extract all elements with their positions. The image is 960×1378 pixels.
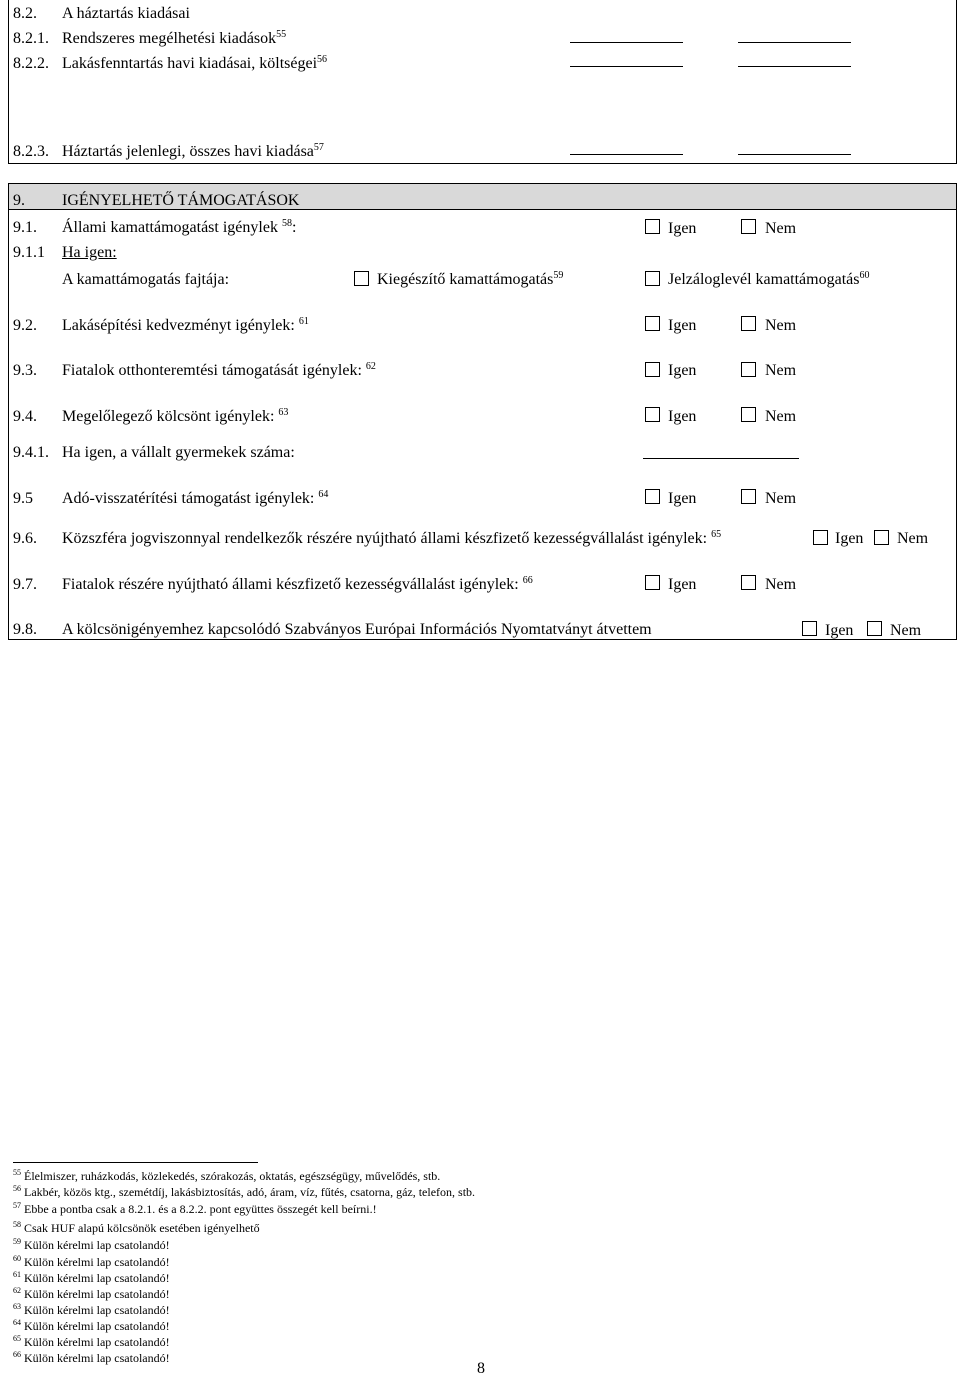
footnote-separator (13, 1162, 258, 1163)
yes-label: Igen (668, 490, 697, 507)
row-9-5-num: 9.5 (13, 490, 33, 507)
row-8-2-2-label (62, 55, 327, 73)
row-9-3-label (62, 362, 376, 380)
label-text: Megelőlegező kölcsönt igénylek: (62, 408, 275, 425)
no-label: Nem (765, 317, 797, 334)
footnote-text: Lakbér, közös ktg., szemétdíj, lakásbiztosítás, adó, áram, víz, fűtés, csatorna, gáz, telefon, stb. (24, 1185, 476, 1199)
row-9-6-num: 9.6. (13, 530, 37, 547)
no-label: Nem (765, 362, 797, 379)
footnote-number: 65 (13, 1334, 21, 1343)
footnote-ref: 64 (318, 489, 329, 500)
row-9-4-num: 9.4. (13, 408, 37, 425)
footnote-65 (13, 1335, 170, 1349)
amount-field-3[interactable] (570, 66, 683, 67)
label-text: Rendszeres megélhetési kiadások (62, 30, 277, 47)
option-text: Kiegészítő kamattámogatás (377, 271, 554, 288)
footnote-ref: 59 (553, 270, 564, 281)
mortgage-bond-subsidy-checkbox[interactable] (645, 271, 660, 286)
footnote-text: Külön kérelmi lap csatolandó! (24, 1335, 170, 1349)
footnote-57 (13, 1202, 377, 1216)
footnote-number: 61 (13, 1270, 21, 1279)
footnote-66 (13, 1351, 170, 1365)
row-9-1-num: 9.1. (13, 219, 37, 236)
footnote-58 (13, 1221, 260, 1235)
footnote-text: Külön kérelmi lap csatolandó! (24, 1255, 170, 1269)
footnote-61 (13, 1271, 170, 1285)
no-checkbox-9-1[interactable] (741, 219, 756, 234)
footnote-number: 62 (13, 1286, 21, 1295)
footnote-59 (13, 1238, 170, 1252)
row-9-5-label (62, 490, 328, 508)
yes-checkbox-9-8[interactable] (802, 621, 817, 636)
yes-label: Igen (668, 362, 697, 379)
yes-label: Igen (825, 622, 854, 639)
section-9-num: 9. (13, 192, 25, 209)
yes-label: Igen (668, 220, 697, 237)
no-checkbox-9-5[interactable] (741, 489, 756, 504)
footnote-text: Külön kérelmi lap csatolandó! (24, 1351, 170, 1365)
mortgage-bond-subsidy-label (668, 271, 869, 289)
yes-checkbox-9-2[interactable] (645, 316, 660, 331)
footnote-ref: 66 (522, 575, 533, 586)
footnote-number: 60 (13, 1254, 21, 1263)
label-text: Közszféra jogviszonnyal rendelkezők részére nyújtható állami készfizető kezességvállalást igénylek: (62, 530, 708, 547)
yes-label: Igen (835, 530, 864, 547)
row-9-1-1-label: Ha igen: (62, 244, 117, 261)
no-label: Nem (765, 576, 797, 593)
row-9-4-label (62, 408, 288, 426)
no-label: Nem (890, 622, 922, 639)
row-9-8-num: 9.8. (13, 621, 37, 638)
footnote-63 (13, 1303, 170, 1317)
yes-checkbox-9-1[interactable] (645, 219, 660, 234)
footnote-ref: 55 (276, 29, 287, 40)
footnote-text: Külön kérelmi lap csatolandó! (24, 1303, 170, 1317)
no-checkbox-9-6[interactable] (874, 530, 889, 545)
row-9-3-num: 9.3. (13, 362, 37, 379)
no-checkbox-9-3[interactable] (741, 362, 756, 377)
footnote-text: Külön kérelmi lap csatolandó! (24, 1319, 170, 1333)
page-number: 8 (477, 1360, 485, 1377)
footnote-number: 57 (13, 1201, 21, 1210)
footnote-60 (13, 1255, 170, 1269)
footnote-text: Csak HUF alapú kölcsönök esetében igényelhető (24, 1221, 260, 1235)
yes-label: Igen (668, 408, 697, 425)
row-9-7-label (62, 576, 533, 594)
yes-checkbox-9-7[interactable] (645, 575, 660, 590)
footnote-ref: 60 (859, 270, 870, 281)
footnote-ref: 56 (317, 54, 328, 65)
yes-label: Igen (668, 576, 697, 593)
no-checkbox-9-2[interactable] (741, 316, 756, 331)
yes-label: Igen (668, 317, 697, 334)
row-9-1-label (62, 219, 296, 237)
no-label: Nem (765, 408, 797, 425)
yes-checkbox-9-5[interactable] (645, 489, 660, 504)
row-8-2 (13, 5, 37, 23)
footnote-number: 66 (13, 1350, 21, 1359)
row-8-2-2-num: 8.2.2. (13, 55, 49, 72)
label-text: Lakásfenntartás havi kiadásai, költségei (62, 55, 318, 72)
footnote-55 (13, 1169, 440, 1183)
row-9-1-1-num: 9.1.1 (13, 244, 45, 261)
row-9-2-label (62, 317, 309, 335)
supplementary-subsidy-checkbox[interactable] (354, 271, 369, 286)
amount-field-4[interactable] (738, 66, 851, 67)
supplementary-subsidy-label (377, 271, 563, 289)
row-8-2-label: A háztartás kiadásai (62, 5, 190, 22)
subsidy-type-label: A kamattámogatás fajtája: (62, 271, 230, 288)
row-8-2-1-num: 8.2.1. (13, 30, 49, 47)
row-9-6-label (62, 530, 721, 548)
footnote-64 (13, 1319, 170, 1333)
footnote-ref: 58 (281, 218, 292, 229)
amount-field-5[interactable] (570, 154, 683, 155)
row-9-4-1-label: Ha igen, a vállalt gyermekek száma: (62, 444, 295, 461)
yes-checkbox-9-4[interactable] (645, 407, 660, 422)
no-checkbox-9-7[interactable] (741, 575, 756, 590)
label-text: Lakásépítési kedvezményt igénylek: (62, 317, 295, 334)
no-label: Nem (765, 490, 797, 507)
footnote-number: 64 (13, 1318, 21, 1327)
row-number: 8.2. (13, 5, 37, 22)
label-text: Háztartás jelenlegi, összes havi kiadása (62, 143, 314, 160)
no-checkbox-9-8[interactable] (867, 621, 882, 636)
footnote-number: 58 (13, 1220, 21, 1229)
footnote-56 (13, 1185, 475, 1199)
row-9-2-num: 9.2. (13, 317, 37, 334)
footnote-number: 59 (13, 1237, 21, 1246)
footnote-number: 55 (13, 1168, 21, 1177)
footnote-ref: 62 (365, 361, 376, 372)
row-9-8-label: A kölcsönigényemhez kapcsolódó Szabványos Európai Információs Nyomtatványt átvettem (62, 621, 652, 638)
footnote-text: Külön kérelmi lap csatolandó! (24, 1238, 170, 1252)
row-9-7-num: 9.7. (13, 576, 37, 593)
amount-field-2[interactable] (738, 42, 851, 43)
footnote-ref: 63 (278, 407, 289, 418)
footnote-62 (13, 1287, 170, 1301)
amount-field-1[interactable] (570, 42, 683, 43)
row-8-2-3-num: 8.2.3. (13, 143, 49, 160)
footnote-text: Ebbe a pontba csak a 8.2.1. és a 8.2.2. pont együttes összegét kell beírni.! (24, 1202, 377, 1216)
footnote-ref: 61 (298, 316, 309, 327)
label-text: Állami kamattámogatást igénylek (62, 219, 278, 236)
footnote-text: Külön kérelmi lap csatolandó! (24, 1271, 170, 1285)
amount-field-6[interactable] (738, 154, 851, 155)
label-text: Fiatalok otthonteremtési támogatását igénylek: (62, 362, 362, 379)
row-8-2-3-label (62, 143, 324, 161)
footnote-number: 56 (13, 1184, 21, 1193)
yes-checkbox-9-6[interactable] (813, 530, 828, 545)
yes-checkbox-9-3[interactable] (645, 362, 660, 377)
household-expenses-box (8, 0, 957, 164)
row-9-4-1-num: 9.4.1. (13, 444, 49, 461)
option-text: Jelzáloglevél kamattámogatás (668, 271, 860, 288)
no-label: Nem (765, 220, 797, 237)
no-label: Nem (897, 530, 929, 547)
children-count-field[interactable] (643, 458, 799, 459)
no-checkbox-9-4[interactable] (741, 407, 756, 422)
footnote-ref: 57 (313, 142, 324, 153)
section-9-title: IGÉNYELHETŐ TÁMOGATÁSOK (62, 192, 300, 209)
footnote-text: Külön kérelmi lap csatolandó! (24, 1287, 170, 1301)
label-text: Fiatalok részére nyújtható állami készfizető kezességvállalást igénylek: (62, 576, 519, 593)
row-8-2-1-label (62, 30, 286, 48)
label-suffix: : (291, 219, 297, 236)
footnote-text: Élelmiszer, ruházkodás, közlekedés, szórakozás, oktatás, egészségügy, művelődés, stb. (24, 1169, 441, 1183)
footnote-ref: 65 (711, 529, 722, 540)
label-text: Adó-visszatérítési támogatást igénylek: (62, 490, 315, 507)
footnote-number: 63 (13, 1302, 21, 1311)
